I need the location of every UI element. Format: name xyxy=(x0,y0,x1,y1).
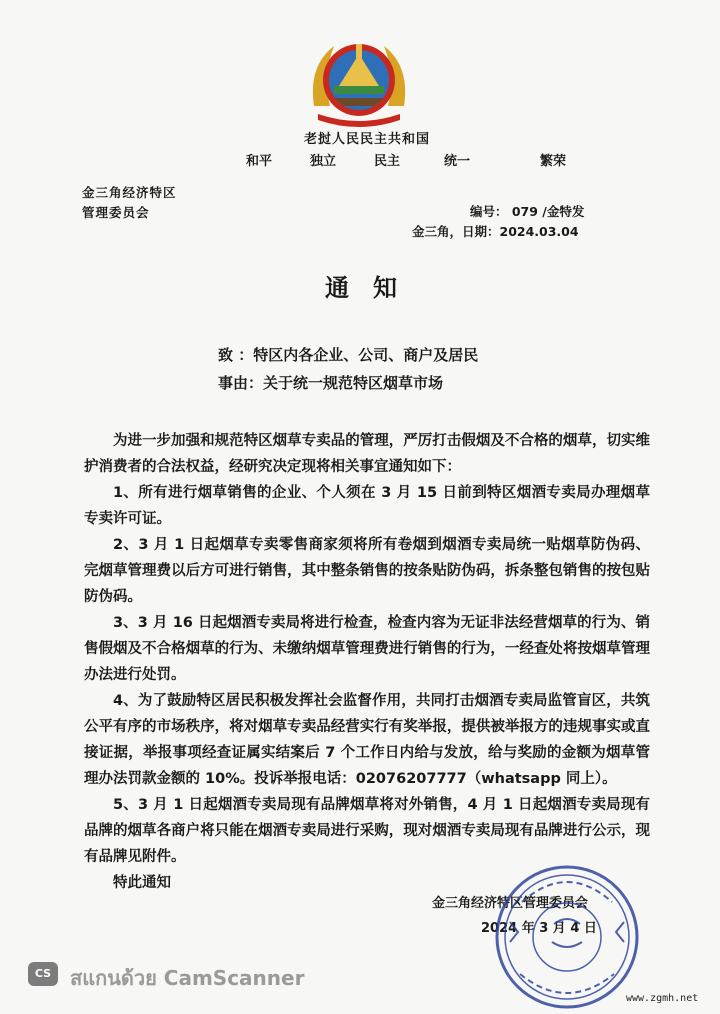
item-paragraph: 5、3 月 1 日起烟酒专卖局现有品牌烟草将对外销售，4 月 1 日起烟酒专卖局现有品牌的烟草各商户将只能在烟酒专卖局进行采购，现对烟酒专卖局现有品牌进行公示，现有品牌见附件。 xyxy=(84,797,650,865)
item-paragraph: 2、3 月 1 日起烟草专卖零售商家须将所有卷烟到烟酒专卖局统一贴烟草防伪码、完烟草管理费以后方可进行销售，其中整条销售的按条贴防伪码，拆条整包销售的按包贴防伪码。 xyxy=(84,537,650,605)
site-url: www.zgmh.net xyxy=(626,993,699,1004)
closing-line: 特此通知 xyxy=(113,875,171,891)
motto-word: 和平 xyxy=(246,154,273,169)
document-number: 编号： 079 /金特发 xyxy=(470,204,585,219)
camscanner-watermark: สแกนด้วย CamScanner xyxy=(70,966,305,990)
camscanner-logo-icon: CS xyxy=(28,962,58,986)
motto-word: 统一 xyxy=(444,154,471,169)
issuer-line-1: 金三角经济特区 xyxy=(82,185,177,200)
addressee-line: 致 ：特区内各企业、公司、商户及居民 xyxy=(218,346,479,364)
document-date: 金三角，日期：2024.03.04 xyxy=(412,224,579,239)
lao-emblem-icon xyxy=(304,36,414,128)
country-name: 老挝人民民主共和国 xyxy=(303,132,430,147)
notice-title: 通知 xyxy=(325,274,421,302)
intro-paragraph: 为进一步加强和规范特区烟草专卖品的管理，严厉打击假烟及不合格的烟草，切实维护消费者的合法权益，经研究决定现将相关事宜通知如下： xyxy=(84,433,650,475)
signature-date: 2024 年 3 月 4 日 xyxy=(481,921,597,936)
item-paragraph: 4、为了鼓励特区居民积极发挥社会监督作用，共同打击烟酒专卖局监管盲区，共筑公平有序的市场秩序，将对烟草专卖品经营实行有奖举报，提供被举报方的违规事实或直接证据，举报事项经查证属实结案后 7 个工作日内给与发放，给与奖励的金额为烟草管理办法罚款金额的 10%。投诉举报电话：02076207777（whatsapp 同上）。 xyxy=(84,693,650,787)
motto-word: 民主 xyxy=(374,154,401,169)
company-seal-icon xyxy=(492,862,642,1012)
motto-word: 独立 xyxy=(310,154,337,169)
issuer-line-2: 管理委员会 xyxy=(82,205,150,220)
signature-org: 金三角经济特区管理委员会 xyxy=(432,896,589,911)
subject-line: 事由：关于统一规范特区烟草市场 xyxy=(218,374,444,392)
notice-body xyxy=(84,428,650,896)
item-paragraph: 3、3 月 16 日起烟酒专卖局将进行检查，检查内容为无证非法经营烟草的行为、销售假烟及不合格烟草的行为、未缴纳烟草管理费进行销售的行为，一经查处将按烟草管理办法进行处罚。 xyxy=(84,615,650,683)
motto-word: 繁荣 xyxy=(540,154,567,169)
item-paragraph: 1、所有进行烟草销售的企业、个人须在 3 月 15 日前到特区烟酒专卖局办理烟草专卖许可证。 xyxy=(84,485,650,527)
